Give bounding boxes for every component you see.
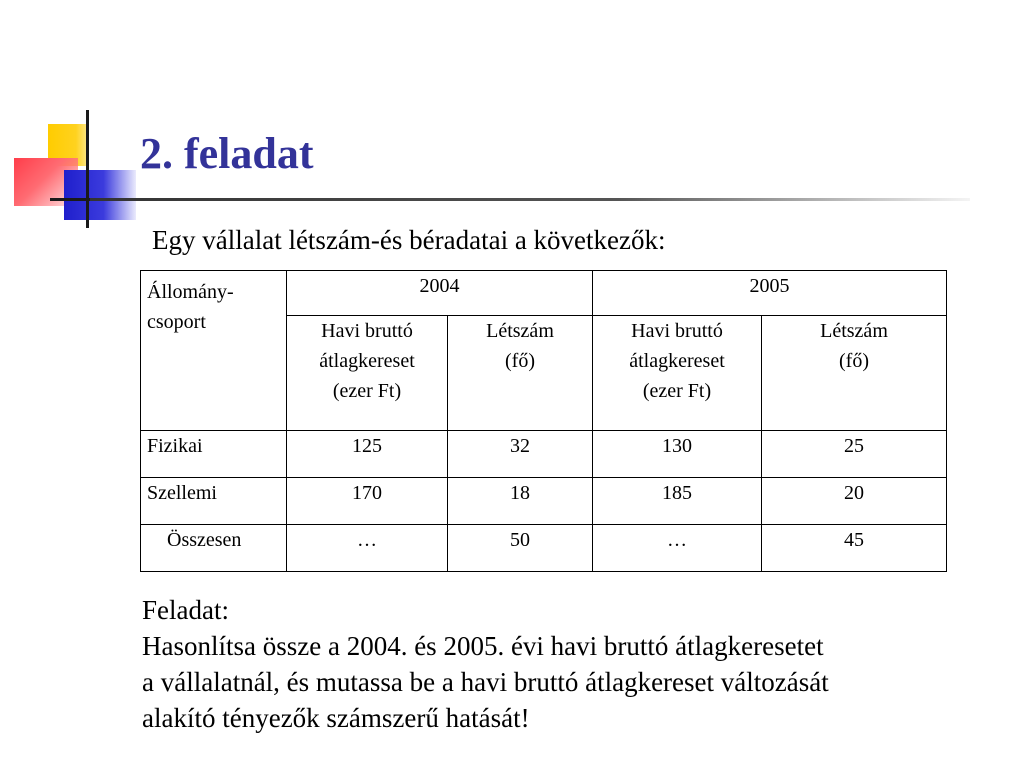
headcount-header-line: Létszám <box>820 320 888 342</box>
task-heading: Feladat: <box>142 595 229 625</box>
group-header-cell: Állomány-csoport <box>141 271 287 431</box>
headcount-header-line: (fő) <box>839 350 869 372</box>
headcount-header-line: (fő) <box>505 350 535 372</box>
salary-header-line: (ezer Ft) <box>642 380 712 402</box>
intro-text: Egy vállalat létszám-és béradatai a következők: <box>152 225 666 255</box>
salary-header-line: átlagkereset <box>319 350 415 372</box>
headcount-header-2005 <box>762 316 947 431</box>
table-cell: 18 <box>448 478 593 525</box>
salary-header-2005 <box>593 316 762 431</box>
table-cell: 130 <box>593 431 762 478</box>
data-table <box>140 270 947 572</box>
table-cell: … <box>287 525 448 572</box>
blue-square-shape <box>64 170 136 220</box>
task-line: Hasonlítsa össze a 2004. és 2005. évi havi bruttó átlagkeresetet <box>142 631 824 661</box>
slide-title: 2. feladat <box>140 129 314 178</box>
row-label: Összesen <box>141 525 287 572</box>
salary-header-2004 <box>287 316 448 431</box>
row-label: Fizikai <box>141 431 287 478</box>
task-section <box>142 592 1022 736</box>
salary-header-line: átlagkereset <box>629 350 725 372</box>
row-label: Szellemi <box>141 478 287 525</box>
year-2004-header: 2004 <box>287 271 593 316</box>
table-cell: 25 <box>762 431 947 478</box>
slide-logo-decoration <box>0 0 140 240</box>
table-cell: 50 <box>448 525 593 572</box>
headcount-header-line: Létszám <box>486 320 554 342</box>
table-cell: 125 <box>287 431 448 478</box>
table-cell: 32 <box>448 431 593 478</box>
table-cell: 20 <box>762 478 947 525</box>
task-line: alakító tényezők számszerű hatását! <box>142 703 530 733</box>
salary-header-line: Havi bruttó <box>321 320 413 342</box>
task-line: a vállalatnál, és mutassa be a havi bruttó átlagkereset változását <box>142 667 829 697</box>
salary-header-line: (ezer Ft) <box>332 380 402 402</box>
year-2005-header: 2005 <box>593 271 947 316</box>
table-cell: 185 <box>593 478 762 525</box>
table-row <box>141 478 947 525</box>
table-row <box>141 431 947 478</box>
headcount-header-2004 <box>448 316 593 431</box>
table-cell: 45 <box>762 525 947 572</box>
table-cell: … <box>593 525 762 572</box>
table-row <box>141 525 947 572</box>
table-header-row <box>141 271 947 316</box>
table-cell: 170 <box>287 478 448 525</box>
salary-header-line: Havi bruttó <box>631 320 723 342</box>
logo-vertical-line <box>86 110 89 228</box>
title-divider <box>90 198 970 201</box>
